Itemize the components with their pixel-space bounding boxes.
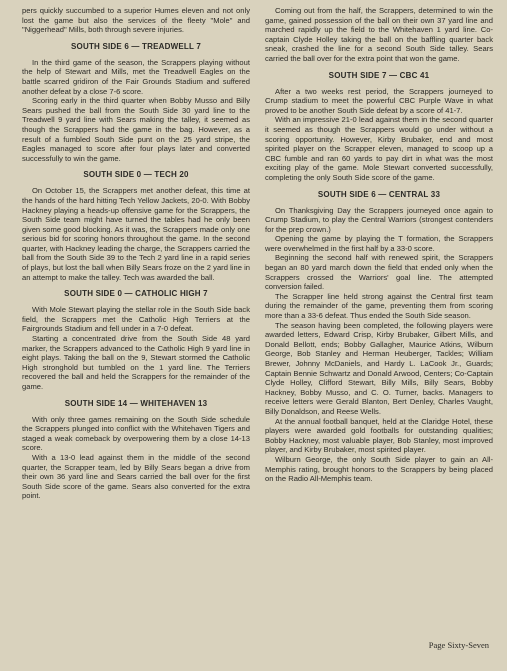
article-paragraph: pers quickly succumbed to a superior Humes eleven and not only lost the game but also the services of the fleety "Mole" and "Niggerhead" Mills, both through severe injuries. — [22, 6, 250, 35]
two-column-article — [22, 6, 493, 501]
game-score-heading: SOUTH SIDE 6 — TREADWELL 7 — [71, 41, 201, 51]
article-paragraph: On October 15, the Scrappers met another defeat, this time at the hands of the hard hitting Tech Yellow Jackets, 20-0. With Bobby Hackney playing a heads-up offensive game for the Scrappers, the South Side team might have turned the tables had he only been given some good blocking. As it was, the Scrappers made only one serious bid for scoring honors throughout the game. In the second quarter, with Hackney leading the charge, the Scrappers carried the ball from the South Side 39 to the Tech 2 yard line in a rapid series of plays, but lost the ball when Billy Sears froze on the 2 yard line in an attempt to make the talley. Tech was awarded the ball. — [22, 186, 250, 282]
page-number: Page Sixty-Seven — [428, 640, 489, 650]
article-paragraph: Scoring early in the third quarter when Bobby Musso and Billy Sears pushed the ball from the South Side 30 yard line to the Treadwell 9 yard line with Sears making the talley, it seemed as though the Scrappers had the game in the bag. However, as a result of a fumbled South Side punt on the 25 yard stripe, the Eagles managed to score after four plays later and converted successfully to win the game. — [22, 96, 250, 163]
article-paragraph: Coming out from the half, the Scrappers, determined to win the game, gained possession of the ball on their own 37 yard line and marched rapidly up the field to the Whitehaven 1 yard line. Co-captain Clyde Holley taking the ball on the baffling quarter back sneak, crashed the line for a second South Side talley. Sears carried the ball over for the extra point that won the game. — [265, 6, 493, 63]
game-score-heading: SOUTH SIDE 0 — TECH 20 — [83, 170, 189, 180]
right-column — [265, 6, 493, 501]
article-paragraph: Starting a concentrated drive from the South Side 48 yard marker, the Scrappers advanced to the Catholic High 9 yard line in eight plays. Taking the ball on the 9, Stewart stormed the Catholic High stronghold but tumbled on the 1 yard line. The Terriers recovered the ball and held the Scrappers for the remainder of the game. — [22, 334, 250, 391]
article-paragraph: At the annual football banquet, held at the Claridge Hotel, these players were awarded gold footballs for outstanding qualities; Bobby Hackney, most valuable player, Bob Stanley, most improved player, and Kirby Brubaker, most spirited player. — [265, 416, 493, 455]
article-paragraph: With only three games remaining on the South Side schedule the Scrappers plunged into conflict with the Whitehaven Tigers and staged a weak comeback by overpowering them by a close 14-13 score. — [22, 414, 250, 453]
article-paragraph: With a 13-0 lead against them in the middle of the second quarter, the Scrapper team, led by Billy Sears began a drive from their own 36 yard line and Sears carried the ball over for the first South Side score of the game. Sears also converted for the extra point. — [22, 452, 250, 501]
article-paragraph: In the third game of the season, the Scrappers playing without the help of Stewart and Mills, met the Treadwell Eagles on the battle scarred gridiron of the Fair Grounds Stadium and suffered another defeat by a close 7-6 score. — [22, 57, 250, 96]
article-paragraph: On Thanksgiving Day the Scrappers journeyed once again to Crump Stadium, to play the Central Warriors (strongest contenders for the prep crown.) — [265, 205, 493, 234]
article-paragraph: After a two weeks rest period, the Scrappers journeyed to Crump stadium to meet the powerful CBC Purple Wave in what proved to be another South Side defeat by a score of 41-7. — [265, 86, 493, 115]
article-paragraph: Beginning the second half with renewed spirit, the Scrappers began an 80 yard march down the field that ended only when the Scrappers crossed the Warriors' goal line. The attempted conversion failed. — [265, 253, 493, 292]
left-column — [22, 6, 250, 501]
article-paragraph: The season having been completed, the following players were awarded letters, Edward Crisp, Kirby Brubaker, Gilbert Mills, and Donald Bellott, ends; Bobby Gallagher, Maurice Atkins, Wilburn George, Bob Stanley and Herman Heuberger, Tackles; William Brewer, Johnny McDaniels, and Hardy L. LaCook Jr., Guards; Captain Bennie Schwartz and Donald Arwood, Centers; Co-Captain Clyde Holley, Clifford Stewart, Billy Mills, Billy Sears, Bobby Hackney, Bobby Musso, and C. O. Turner, backs. Managers to receive letters were Gerald Blanton, Bert Denley, Charles Vaught, Billy Donaldson, and Reese Wells. — [265, 320, 493, 416]
game-score-heading: SOUTH SIDE 6 — CENTRAL 33 — [317, 189, 441, 199]
game-score-heading: SOUTH SIDE 7 — CBC 41 — [328, 70, 430, 80]
article-paragraph: With an impressive 21-0 lead against them in the second quarter it seemed as though the Scrappers would go under without a scoring opportunity. However, Kirby Brubaker, end and most spirited player on the Scrapper eleven, managed to scoop up a CBC fumble and ran 60 yards to pay dirt in what was the most exciting play of the game. Mole Stewart converted successfully, completing the only South Side score of the game. — [265, 115, 493, 182]
game-score-heading: SOUTH SIDE 0 — CATHOLIC HIGH 7 — [64, 289, 208, 299]
article-paragraph: The Scrapper line held strong against the Central first team during the remainder of the game, preventing them from scoring more than a 33-6 defeat. Thus ended the South Side season. — [265, 291, 493, 321]
article-paragraph: Opening the game by playing the T formation, the Scrappers were overwhelmed in the first half by a 33-0 score. — [265, 234, 493, 253]
article-paragraph: Wilburn George, the only South Side player to gain an All-Memphis rating, brought honors to the Scrappers by being placed on the Radio All-Memphis team. — [265, 454, 493, 484]
game-score-heading: SOUTH SIDE 14 — WHITEHAVEN 13 — [64, 398, 208, 408]
article-paragraph: With Mole Stewart playing the stellar role in the South Side back field, the Scrappers met the Catholic High Terriers at the Fairgrounds Stadium and fell under in a 7-0 defeat. — [22, 305, 250, 334]
